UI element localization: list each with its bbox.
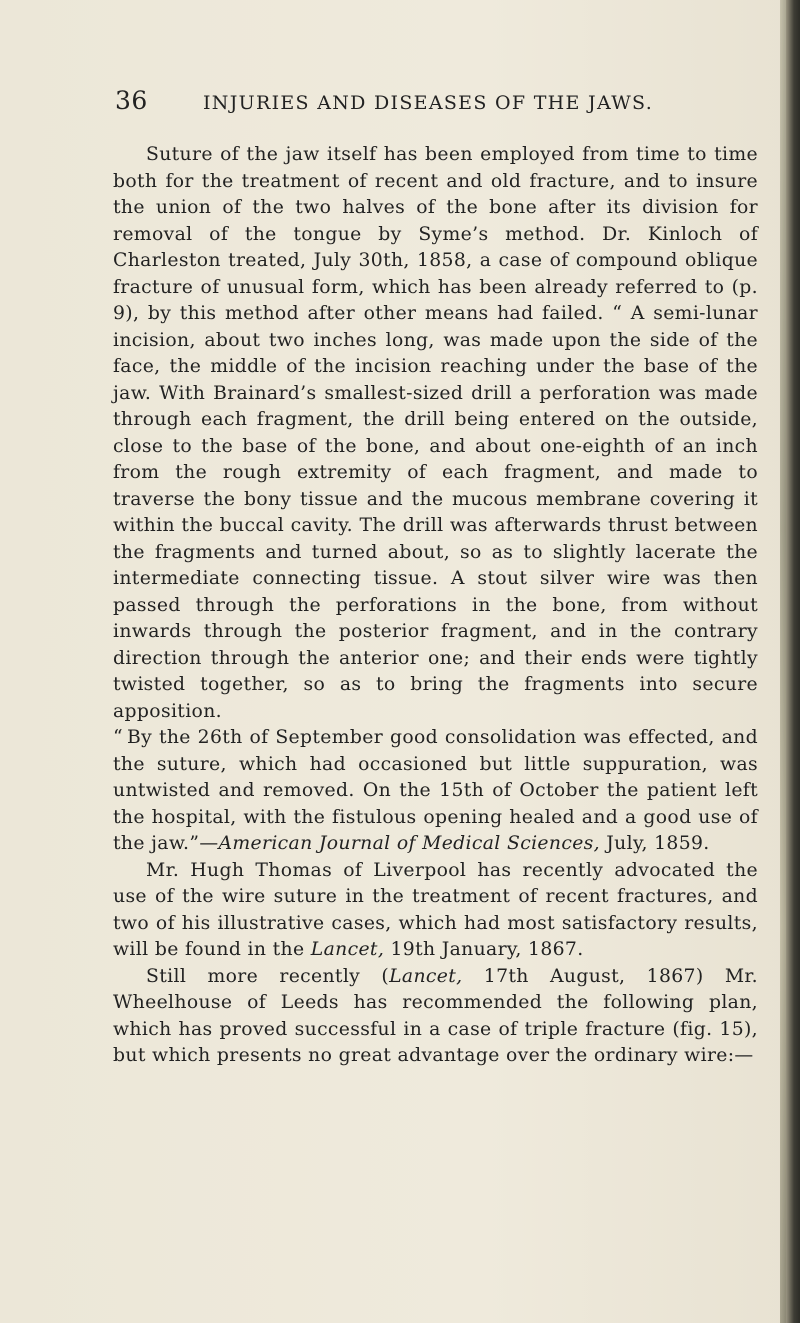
page-edge-highlight (780, 0, 786, 1323)
paragraph-suture: Suture of the jaw itself has been employed from time to time both for the treatment of recent and old fracture, and to insure the union of the two halves of the bone after its division for removal of the tongue by Syme’s method. Dr. Kinloch of Charleston treated, July 30th, 1858, a case of compound oblique fracture of unusual form, which has been already referred to (p. 9), by this method after other means had failed. “ A semi-lunar incision, about two inches long, was made upon the side of the face, the middle of the incision reaching under the base of the jaw. With Brainard’s smallest-sized drill a perforation was made through each fragment, the drill being entered on the outside, close to the base of the bone, and about one-eighth of an inch from the rough extremity of each fragment, and made to traverse the bony tissue and the mucous membrane covering it within the buccal cavity. The drill was afterwards thrust between the fragments and turned about, so as to slightly lacerate the intermediate connecting tissue. A stout silver wire was then passed through the perforations in the bone, from without inwards through the posterior fragment, and in the contrary direction through the anterior one; and their ends were tightly twisted together, so as to bring the fragments into secure apposition. (113, 144, 758, 722)
hugh-thomas-date: 19th January, 1867. (384, 939, 584, 960)
page-number: 36 (115, 86, 148, 115)
running-head: INJURIES AND DISEASES OF THE JAWS. (203, 92, 654, 114)
paragraph-wheelhouse (113, 964, 758, 1070)
citation-lancet-2: Lancet, (389, 965, 463, 987)
page-header (115, 86, 755, 126)
paragraph-hugh-thomas (113, 858, 758, 964)
citation-date: July, 1859. (599, 833, 710, 854)
opening-quote: “ (113, 727, 123, 748)
paragraph-consolidation (113, 725, 758, 858)
citation-journal: American Journal of Medical Sciences, (218, 833, 600, 854)
body-text (113, 142, 758, 1070)
citation-lancet-1: Lancet, (310, 939, 385, 960)
wheelhouse-text: 17th August, 1867) Mr. Wheelhouse of Leeds has recommended the following plan, which has proved successful in a case of triple fracture (fig. 15), but which presents no great advantage over the ordinary wire:— (113, 965, 758, 1066)
wheelhouse-open: Still more recently ( (146, 965, 390, 987)
hugh-thomas-text: Mr. Hugh Thomas of Liverpool has recently advocated the use of the wire suture in the treatment of recent fractures, and two of his illustrative cases, which had most satisfactory results, will be found in the (113, 859, 758, 960)
consolidation-text: By the 26th of September good consolidation was effected, and the suture, which had occasioned but little suppuration, was untwisted and removed. On the 15th of October the patient left the hospital, with the fistulous opening healed and a good use of the jaw.”— (113, 727, 758, 854)
